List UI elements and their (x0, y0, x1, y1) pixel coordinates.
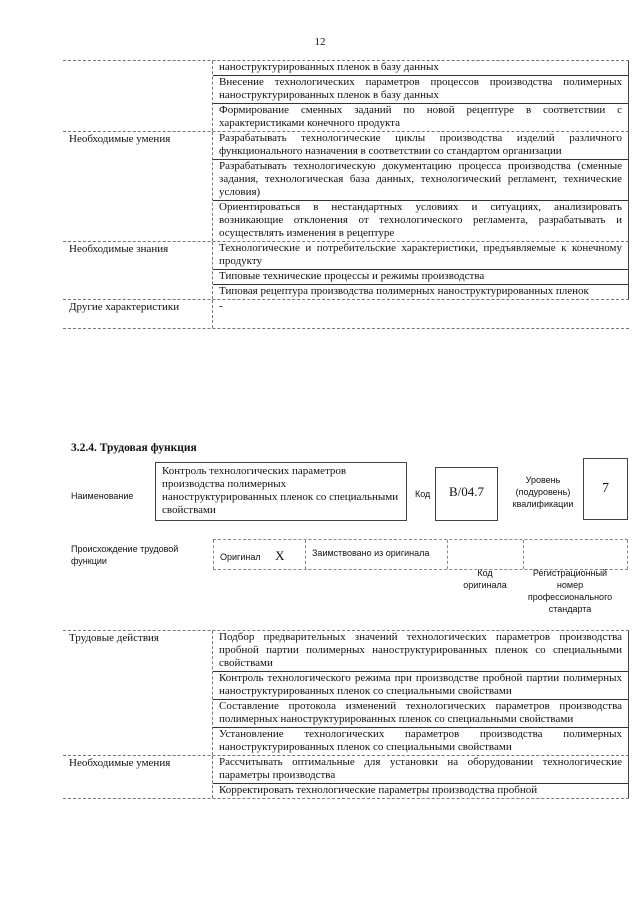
table-cell: Разрабатывать технологические циклы производства изделий различного функционального назначения в соответствии со стандартом организации (213, 132, 629, 159)
section-title: 3.2.4. Трудовая функция (71, 442, 197, 454)
table-row (63, 630, 629, 755)
table-row (63, 299, 629, 329)
table-cell: наноструктурированных пленок в базу данных (213, 61, 629, 75)
labor-actions-table (63, 630, 629, 799)
table-cell: Типовые технические процессы и режимы производства (213, 269, 629, 284)
borrowed-label: Заимствовано из оригинала (312, 548, 430, 558)
table-cell: Внесение технологических параметров процессов производства полимерных наноструктурированных пленок в базу данных (213, 75, 629, 103)
table-cell: Подбор предварительных значений технологических параметров производства пробной партии полимерных наноструктурированных пленок со специальными свойствами (213, 631, 629, 671)
original-label: Оригинал (220, 552, 261, 562)
code-label: Код (415, 489, 431, 499)
row-label: Необходимые умения (63, 132, 213, 241)
orig-code-label: Код оригинала (463, 568, 507, 590)
row-label: Необходимые умения (63, 756, 213, 798)
table-cell: Ориентироваться в нестандартных условиях и ситуациях, анализировать возникающие отклонения от технологического регламента, разрабатывать и осуществлять изменения в рецептуре (213, 200, 629, 241)
function-name-field: Контроль технологических параметров производства полимерных наноструктурированных пленок со специальными свойствами (155, 462, 407, 521)
table-cell: Составление протокола изменений технологических параметров производства полимерных наноструктурированных пленок со специальными свойствами (213, 699, 629, 727)
row-label: Другие характеристики (63, 300, 213, 328)
table-cell: Формирование сменных заданий по новой рецептуре в соответствии с характеристиками конечного продукта (213, 103, 629, 131)
table-cell: Технологические и потребительские характеристики, предъявляемые к конечному продукту (213, 242, 629, 269)
borrowed-cell (305, 540, 447, 569)
row-label: Трудовые действия (63, 631, 213, 755)
table-row (63, 131, 629, 241)
original-mark: X (275, 548, 285, 563)
table-cell: Контроль технологического режима при производстве пробной партии полимерных наноструктурированных пленок со специальными свойствами (213, 671, 629, 699)
table-cell: Рассчитывать оптимальные для установки на оборудовании технологические параметры производства (213, 756, 629, 783)
table-cell: Разрабатывать технологическую документацию процесса производства (сменные задания, технологическая база данных, технологический регламент, технические условия) (213, 159, 629, 200)
table-row (63, 755, 629, 799)
table-cell: Установление технологических параметров производства полимерных наноструктурированных пленок со специальными свойствами (213, 727, 629, 755)
code-field: B/04.7 (435, 467, 498, 521)
row-label (63, 61, 213, 131)
qualification-level-field: 7 (583, 458, 628, 520)
reg-number-label: Регистрационный номер профессионального стандарта (527, 568, 613, 614)
orig-code-cell (447, 540, 523, 569)
table-cell: Типовая рецептура производства полимерных наноструктурированных пленок (213, 284, 629, 299)
table-cell: - (219, 300, 223, 312)
original-cell (213, 540, 305, 569)
name-label: Наименование (71, 491, 134, 501)
reg-number-cell (523, 540, 628, 569)
table-row (63, 60, 629, 131)
origin-label: Происхождение трудовой функции (71, 544, 179, 566)
table-row (63, 241, 629, 299)
table-cell: Корректировать технологические параметры производства пробной (213, 783, 629, 798)
row-label: Необходимые знания (63, 242, 213, 299)
page-number: 12 (314, 36, 326, 48)
requirements-table (63, 60, 629, 329)
origin-row (213, 539, 628, 570)
qualification-level-label: Уровень (подуровень) квалификации (512, 475, 574, 509)
